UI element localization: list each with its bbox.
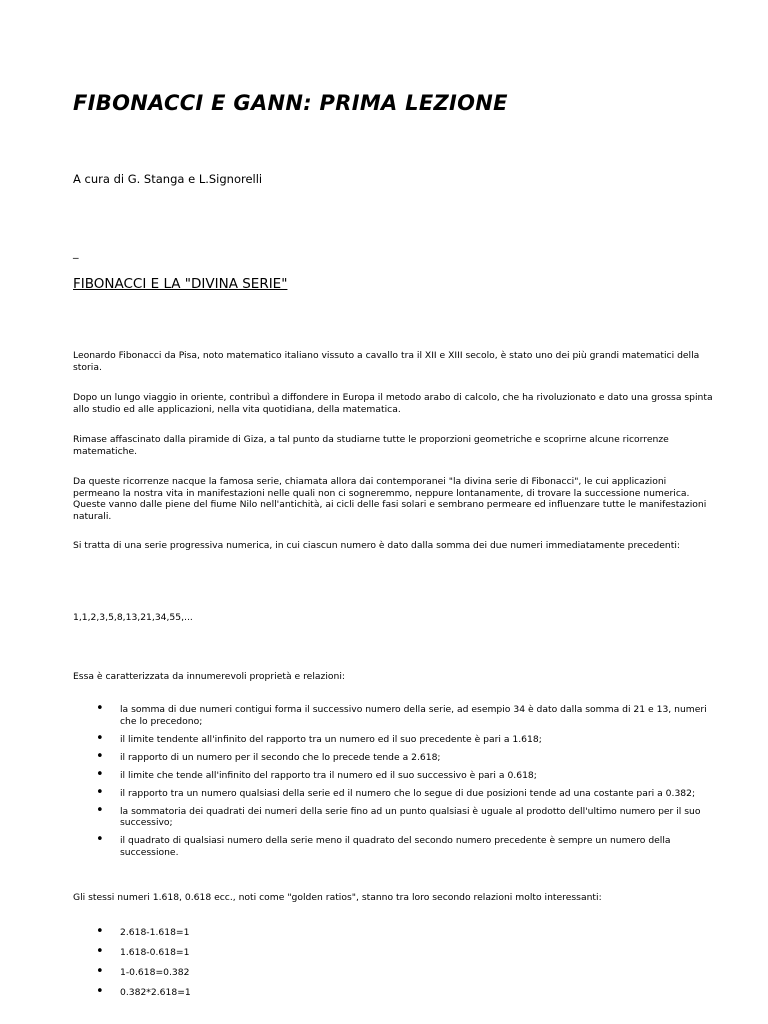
list-item: • 0.382*2.618=1	[73, 987, 713, 999]
paragraph-series-origin: Da queste ricorrenze nacque la famosa serie, chiamata allora dai contemporanei "la divina serie di Fibonacci", le cui applicazioni permeano la nostra vita in manifestazioni nelle quali non ci sogneremmo, neppure lontanamente, di trovare la successione numerica. Queste vanno dalle piene del fiume Nilo nell'antichità, ai cicli delle fasi solari e sembrano permeare ed influenzare tutte le manifestazioni naturali.	[73, 476, 707, 522]
paragraph-properties-intro: Essa è caratterizzata da innumerevoli proprietà e relazioni:	[73, 671, 345, 682]
paragraph-golden-ratios: Gli stessi numeri 1.618, 0.618 ecc., noti come "golden ratios", stanno tra loro secondo relazioni molto interessanti:	[73, 892, 602, 903]
list-item: • il limite che tende all'infinito del rapporto tra il numero ed il suo successivo è pari a 0.618;	[73, 770, 713, 782]
fibonacci-sequence: 1,1,2,3,5,8,13,21,34,55,...	[73, 612, 193, 623]
list-item: • la sommatoria dei quadrati dei numeri della serie fino ad un punto qualsiasi è uguale al prodotto dell'ultimo numero per il suo successivo;	[73, 806, 713, 829]
paragraph-series-definition: Si tratta di una serie progressiva numerica, in cui ciascun numero è dato dalla somma dei due numeri immediatamente precedenti:	[73, 540, 680, 551]
properties-list	[73, 704, 713, 865]
list-item: • il quadrato di qualsiasi numero della serie meno il quadrato del secondo numero precedente è sempre un numero della successione.	[73, 835, 713, 858]
document-title: FIBONACCI E GANN: PRIMA LEZIONE	[73, 91, 508, 115]
paragraph-intro: Leonardo Fibonacci da Pisa, noto matematico italiano vissuto a cavallo tra il XII e XIII secolo, è stato uno dei più grandi matematici della storia.	[73, 350, 700, 373]
list-item: • il rapporto tra un numero qualsiasi della serie ed il numero che lo segue di due posizioni tende ad una costante pari a 0.382;	[73, 788, 713, 800]
list-item: • 2.618-1.618=1	[73, 927, 713, 939]
section-heading: FIBONACCI E LA "DIVINA SERIE"	[73, 276, 288, 292]
list-item: • la somma di due numeri contigui forma il successivo numero della serie, ad esempio 34 è dato dalla somma di 21 e 13, numeri che lo precedono;	[73, 704, 713, 727]
paragraph-giza: Rimase affascinato dalla piramide di Giza, a tal punto da studiarne tutte le proporzioni geometriche e scoprirne alcune ricorrenze matematiche.	[73, 434, 669, 457]
separator-mark: _	[73, 246, 79, 259]
list-item: • il rapporto di un numero per il secondo che lo precede tende a 2.618;	[73, 752, 713, 764]
list-item: • 1-0.618=0.382	[73, 967, 713, 979]
list-item: • il limite tendente all'infinito del rapporto tra un numero ed il suo precedente è pari a 1.618;	[73, 734, 713, 746]
authors-line: A cura di G. Stanga e L.Signorelli	[73, 172, 263, 186]
list-item: • 1.618-0.618=1	[73, 947, 713, 959]
paragraph-journey: Dopo un lungo viaggio in oriente, contribuì a diffondere in Europa il metodo arabo di calcolo, che ha rivoluzionato e dato una grossa spinta allo studio ed alle applicazioni, nella vita quotidiana, della matematica.	[73, 392, 713, 415]
ratios-list	[73, 927, 713, 1007]
